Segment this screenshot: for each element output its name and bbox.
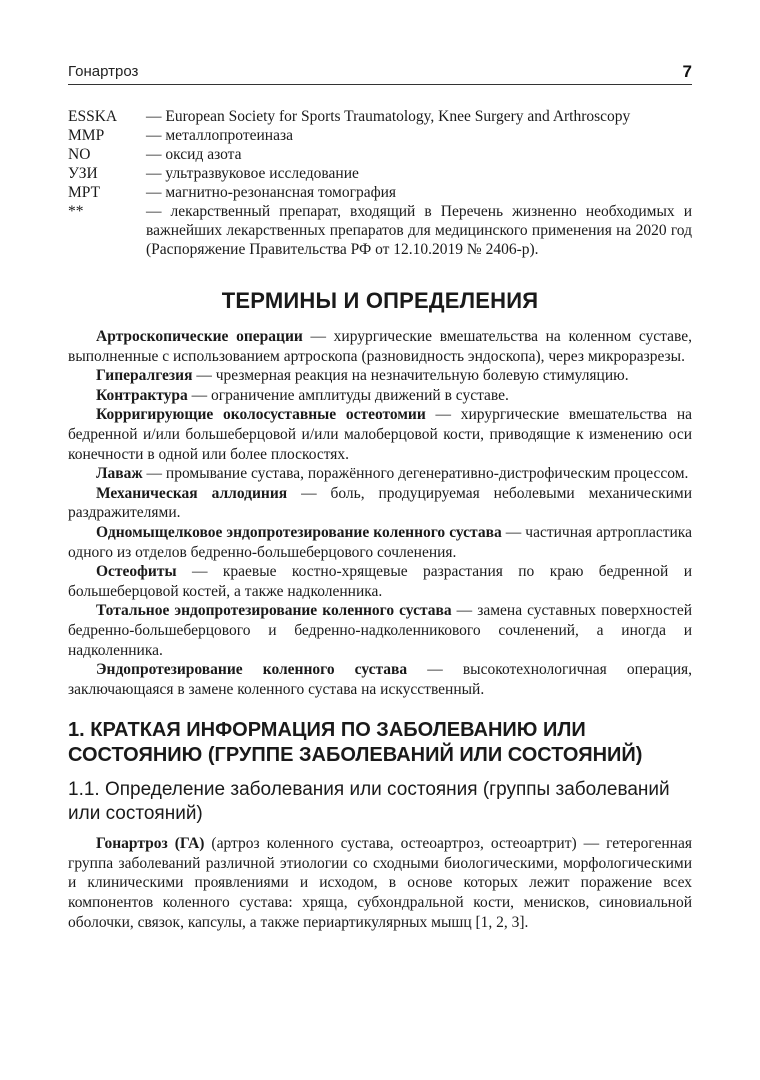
page-number: 7	[682, 62, 692, 81]
term-name: Гипералгезия	[96, 367, 193, 385]
term-name: Остеофиты	[96, 563, 177, 581]
term-text: — краевые костно-хрящевые разрастания по краю бедренной и большеберцовой костей, а также надколенника.	[68, 563, 692, 600]
term-text: — промывание сустава, поражённого дегенеративно-дистрофическим процессом.	[142, 465, 689, 483]
abbreviation-definition: — лекарственный препарат, входящий в Перечень жизненно необходимых и важнейших лекарственных препаратов для медицинского применения на 2020 год (Распоряжение Правительства РФ от 12.10.2019 № 2406-р).	[146, 203, 692, 258]
abbreviation-definition: — магнитно-резонансная томография	[146, 184, 397, 201]
term-definition	[68, 327, 692, 366]
running-head	[68, 62, 692, 85]
abbreviation-list	[68, 107, 692, 259]
abbreviation-term: **	[68, 203, 84, 220]
abbreviation-term: МРТ	[68, 184, 101, 201]
term-definition	[68, 601, 692, 660]
abbreviation-term: УЗИ	[68, 165, 98, 182]
page-content	[68, 107, 692, 932]
term-text: — высокотехнологичная операция, заключающаяся в замене коленного сустава на искусственный.	[68, 661, 693, 698]
term-name: Корригирующие околосуставные остеотомии	[96, 406, 426, 424]
abbreviation-term: ESSKA	[68, 108, 118, 125]
term-name: Артроскопические операции	[96, 328, 303, 345]
terms-list	[68, 327, 692, 699]
abbreviation-definition: — European Society for Sports Traumatology, Knee Surgery and Arthroscopy	[146, 108, 631, 125]
section-heading: 1. КРАТКАЯ ИНФОРМАЦИЯ ПО ЗАБОЛЕВАНИЮ ИЛИ СОСТОЯНИЮ (ГРУППЕ ЗАБОЛЕВАНИЙ ИЛИ СОСТОЯНИЙ)	[68, 719, 643, 767]
subsection-heading: 1.1. Определение заболевания или состояния (группы заболеваний или состояний)	[68, 779, 670, 825]
term-text: — замена суставных поверхностей бедренно-большеберцового и бедренно-надколенникового сочленений, а иногда и надколенника.	[68, 602, 693, 659]
term-definition	[68, 484, 692, 523]
term-name: Эндопротезирование коленного сустава	[96, 661, 408, 679]
term-name: Контрактура	[96, 386, 188, 404]
term-definition	[68, 523, 692, 562]
term-text: — хирургические вмешательства на коленном суставе, выполненные с использованием артроскопа (разновидность эндоскопа), через микроразрезы.	[68, 328, 693, 365]
term-name: Гонартроз (ГА)	[96, 835, 205, 853]
term-text: — частичная артропластика одного из отделов бедренно-большеберцового сочленения.	[68, 523, 692, 561]
abbreviation-row	[68, 107, 692, 126]
term-definition	[68, 405, 692, 464]
abbreviation-row	[68, 164, 692, 183]
term-name: Тотальное эндопротезирование коленного сустава	[96, 602, 452, 620]
term-definition	[68, 562, 692, 601]
term-text: — боль, продуцируемая неболевыми механическими раздражителями.	[68, 484, 692, 522]
term-text: — ограничение амплитуды движений в суставе.	[187, 386, 509, 404]
abbreviation-definition: — ультразвуковое исследование	[146, 165, 359, 182]
terms-heading: ТЕРМИНЫ И ОПРЕДЕЛЕНИЯ	[221, 288, 539, 313]
term-definition	[68, 464, 692, 484]
abbreviation-row	[68, 126, 692, 145]
abbreviation-row	[68, 183, 692, 202]
term-text: — чрезмерная реакция на незначительную болевую стимуляцию.	[192, 367, 629, 385]
abbreviation-row	[68, 202, 692, 259]
running-head-title: Гонартроз	[68, 63, 139, 80]
term-definition	[68, 366, 692, 386]
term-name: Одномыщелковое эндопротезирование коленного сустава	[96, 523, 502, 541]
term-name: Механическая аллодиния	[96, 484, 288, 502]
body-paragraph	[68, 834, 692, 932]
term-definition	[68, 386, 692, 406]
abbreviation-term: NO	[68, 146, 91, 163]
term-name: Лаваж	[96, 465, 143, 483]
abbreviation-term: MMP	[68, 127, 105, 144]
paragraph-text: (артроз коленного сустава, остеоартроз, остеоартрит) — гетерогенная группа заболеваний различной этиологии со сходными биологическими, морфологическими и клиническими проявлениями и исходом, в основе которых лежит поражение всех компонентов коленного сустава: хряща, субхондральной кости, менисков, синовиальной оболочки, связок, капсулы, а также периартикулярных мышц [1, 2, 3].	[68, 835, 692, 931]
abbreviation-definition: — оксид азота	[146, 146, 242, 163]
term-text: — хирургические вмешательства на бедренной и/или большеберцовой и/или малоберцовой кости, приводящие к изменению оси конечности в одной или более плоскостях.	[68, 406, 692, 463]
abbreviation-definition: — металлопротеиназа	[146, 127, 293, 144]
term-definition	[68, 660, 692, 699]
abbreviation-row	[68, 145, 692, 164]
